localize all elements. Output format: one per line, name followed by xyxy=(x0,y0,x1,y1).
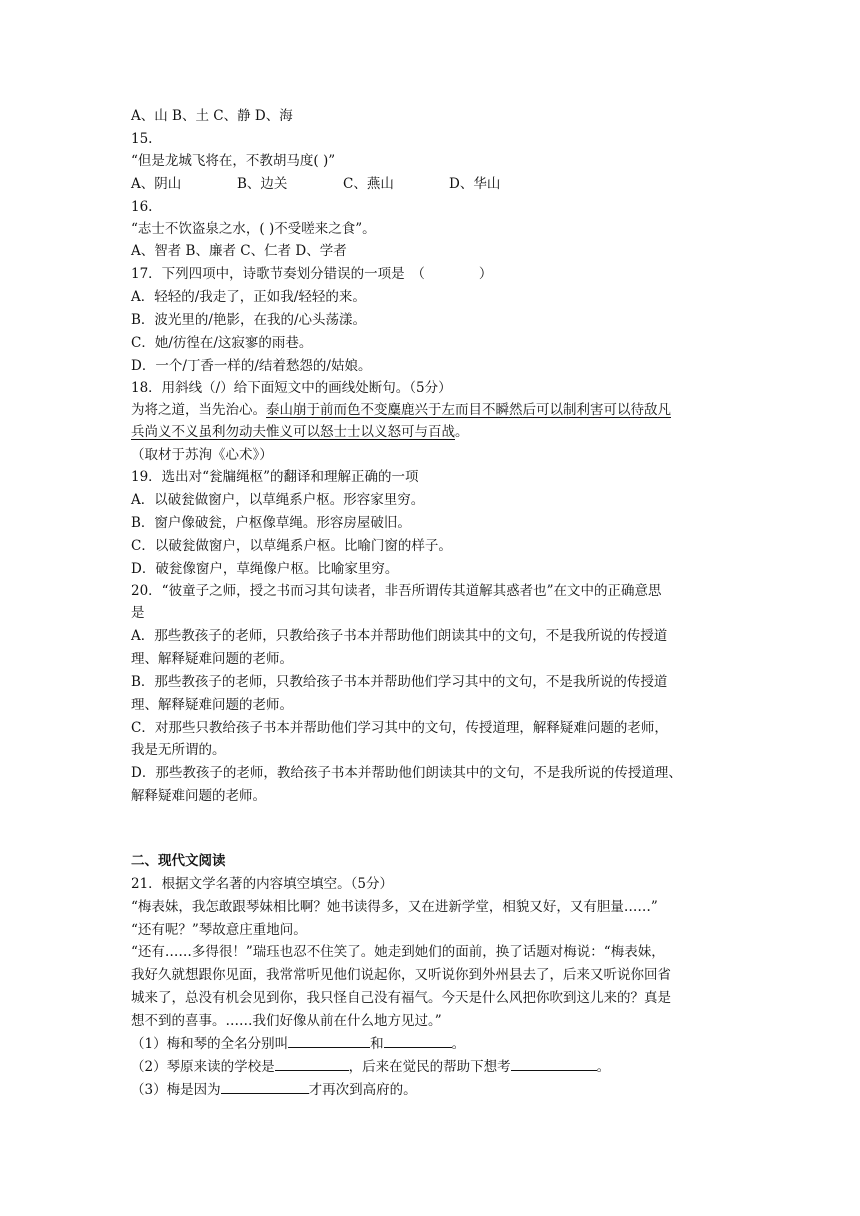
q21-subquestion-3 xyxy=(131,1079,417,1100)
q18-underlined-text-2: 兵尚义不义虽利勿动夫惟义可以怒士士以义怒可与百战 xyxy=(131,424,455,440)
q16-stem: “志士不饮盗泉之水，( )不受嗟来之食”。 xyxy=(131,221,376,237)
q21-s2-text-a: （2）琴原来读的学校是 xyxy=(131,1059,275,1075)
q21-s1-text-b: 和 xyxy=(370,1036,384,1052)
q20-option-c-line2: 我是无所谓的。 xyxy=(131,742,226,758)
q21-s2-text-b: ，后来在觉民的帮助下想考 xyxy=(348,1059,511,1075)
q15-option-c: C、燕山 xyxy=(343,176,394,192)
q21-s3-text-a: （3）梅是因为 xyxy=(131,1082,221,1098)
q19-option-b: B．窗户像破瓮，户枢像草绳。形容房屋破旧。 xyxy=(131,515,411,531)
q15-options xyxy=(131,174,500,194)
q20-option-c-line1: C．对那些只教给孩子书本并帮助他们学习其中的文句，传授道理，解释疑难问题的老师， xyxy=(131,720,668,736)
q21-subquestion-2 xyxy=(131,1056,610,1077)
q14-options: A、山 B、土 C、静 D、海 xyxy=(131,108,293,124)
q19-stem: 19．选出对“瓮牖绳枢”的翻译和理解正确的一项 xyxy=(131,469,419,485)
q21-s1-blank-2[interactable] xyxy=(384,1033,452,1048)
q21-subquestion-1 xyxy=(131,1033,465,1054)
q21-s2-text-c: 。 xyxy=(596,1059,611,1075)
q17-option-c: C．她/彷徨在/这寂寥的雨巷。 xyxy=(131,335,313,351)
q21-s2-blank-2[interactable] xyxy=(511,1056,597,1071)
q21-paragraph3-line3: 城来了，总没有机会见到你，我只怪自己没有福气。今天是什么风把你吹到这儿来的？真是 xyxy=(131,990,671,1006)
q21-s1-text-a: （1）梅和琴的全名分别叫 xyxy=(131,1036,289,1052)
q17-option-b: B．波光里的/艳影，在我的/心头荡漾。 xyxy=(131,312,367,328)
q18-passage-line2 xyxy=(131,422,469,442)
q15-stem: “但是龙城飞将在，不教胡马度( )” xyxy=(131,153,336,169)
q18-passage-line1 xyxy=(131,400,671,420)
q20-option-a-line1: A．那些教孩子的老师，只教给孩子书本并帮助他们朗读其中的文句，不是我所说的传授道 xyxy=(131,628,668,644)
q15-option-b: B、边关 xyxy=(237,176,288,192)
section-heading-modern-reading: 二、现代文阅读 xyxy=(131,853,226,869)
q20-option-b-line1: B．那些教孩子的老师，只教给孩子书本并帮助他们学习其中的文句，不是我所说的传授道 xyxy=(131,674,668,690)
q21-paragraph1: “梅表妹，我怎敢跟琴妹相比啊？她书读得多，又在进新学堂，相貌又好，又有胆量……” xyxy=(131,899,658,915)
q21-s1-blank-1[interactable] xyxy=(288,1033,370,1048)
q21-paragraph3-line1: “还有……多得很！”瑞珏也忍不住笑了。她走到她们的面前，换了话题对梅说：“梅表妹， xyxy=(131,944,665,960)
q20-stem-line2: 是 xyxy=(131,605,145,621)
q20-stem-line1: 20．“彼童子之师，授之书而习其句读者，非吾所谓传其道解其惑者也”在文中的正确意思 xyxy=(131,583,662,599)
q17-option-a: A．轻轻的/我走了，正如我/轻轻的来。 xyxy=(131,289,366,305)
q21-paragraph3-line2: 我好久就想跟你见面，我常常听见他们说起你，又听说你到外州县去了，后来又听说你回省 xyxy=(131,967,671,983)
q21-s2-blank-1[interactable] xyxy=(275,1056,349,1071)
q20-option-d-line1: D．那些教孩子的老师，教给孩子书本并帮助他们朗读其中的文句，不是我所说的传授道理、 xyxy=(131,765,682,781)
q17-option-d: D．一个/丁香一样的/结着愁怨的/姑娘。 xyxy=(131,358,372,374)
q15-option-d: D、华山 xyxy=(449,176,501,192)
q21-paragraph3-line4: 想不到的喜事。……我们好像从前在什么地方见过。” xyxy=(131,1013,442,1029)
q17-stem: 17．下列四项中，诗歌节奏划分错误的一项是 （ ） xyxy=(131,266,493,282)
q15-number: 15. xyxy=(131,131,153,147)
q18-source: （取材于苏洵《心术》） xyxy=(131,447,273,463)
q21-paragraph2: “还有呢？”琴故意庄重地问。 xyxy=(131,922,307,938)
q19-option-c: C．以破瓮做窗户，以草绳系户枢。比喻门窗的样子。 xyxy=(131,538,452,554)
q19-option-d: D．破瓮像窗户，草绳像户枢。比喻家里穷。 xyxy=(131,561,399,577)
q21-stem: 21．根据文学名著的内容填空填空。（5分） xyxy=(131,876,394,892)
q20-option-d-line2: 解释疑难问题的老师。 xyxy=(131,788,266,804)
q20-option-a-line2: 理、解释疑难问题的老师。 xyxy=(131,651,293,667)
q20-option-b-line2: 理、解释疑难问题的老师。 xyxy=(131,697,293,713)
q18-lead: 为将之道，当先治心。 xyxy=(131,402,266,418)
q16-options: A、智者 B、廉者 C、仁者 D、学者 xyxy=(131,243,347,259)
q16-number: 16. xyxy=(131,199,153,215)
q21-s1-text-c: 。 xyxy=(451,1036,466,1052)
q21-s3-blank-1[interactable] xyxy=(221,1079,309,1094)
q18-stem: 18．用斜线（/）给下面短文中的画线处断句。（5分） xyxy=(131,380,452,396)
q15-option-a: A、阴山 xyxy=(131,176,182,192)
q18-period: 。 xyxy=(455,424,469,440)
q21-s3-text-b: 才再次到高府的。 xyxy=(308,1082,417,1098)
q19-option-a: A．以破瓮做窗户，以草绳系户枢。形容家里穷。 xyxy=(131,492,425,508)
q18-underlined-text-1: 泰山崩于前而色不变麋鹿兴于左而目不瞬然后可以制利害可以待敌凡 xyxy=(266,402,671,418)
